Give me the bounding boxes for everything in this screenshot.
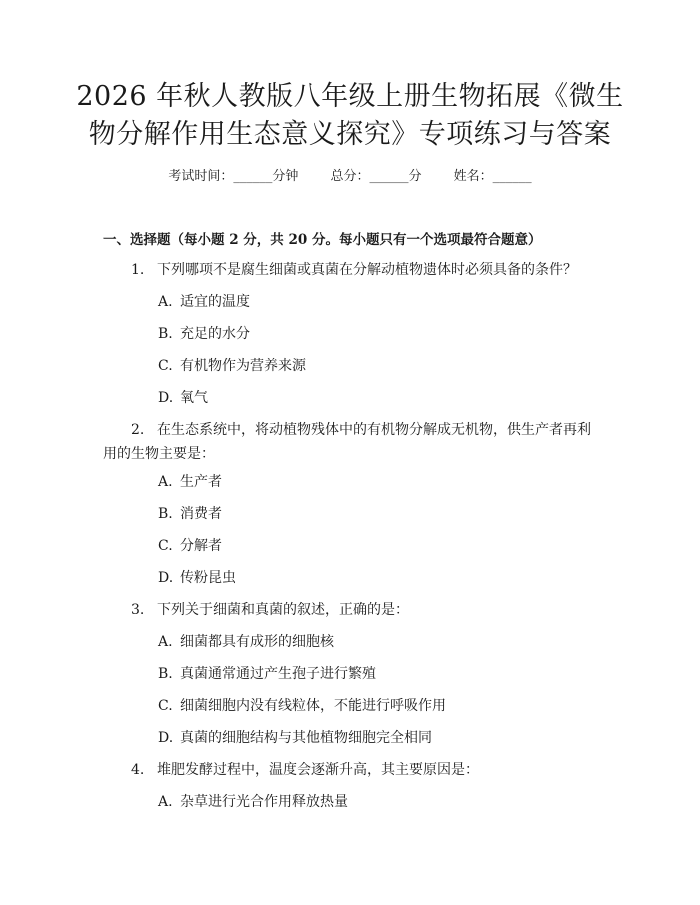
option-3a (158, 632, 334, 652)
option-text: 分解者 (180, 538, 222, 554)
option-text: 生产者 (180, 474, 222, 490)
title-line-1: 2026 年秋人教版八年级上册生物拓展《微生 (76, 81, 624, 112)
question-1 (103, 258, 595, 282)
option-text: 消费者 (180, 506, 222, 522)
question-stem: 下列关于细菌和真菌的叙述，正确的是： (157, 602, 409, 618)
student-name: 姓名：______ (453, 169, 532, 184)
option-3c (158, 696, 446, 716)
option-letter: D. (158, 390, 174, 406)
option-text: 适宜的温度 (180, 294, 250, 310)
option-letter: C. (158, 358, 173, 374)
question-number: 3. (131, 602, 145, 618)
option-letter: D. (158, 730, 174, 746)
section-heading: 一、选择题（每小题 2 分，共 20 分。每小题只有一个选项最符合题意） (103, 232, 542, 248)
option-1b (158, 324, 250, 344)
question-number: 4. (131, 762, 145, 778)
exam-time: 考试时间：______分钟 (168, 169, 299, 184)
option-text: 真菌的细胞结构与其他植物细胞完全相同 (180, 730, 432, 746)
option-2b (158, 504, 222, 524)
option-letter: B. (158, 666, 173, 682)
exam-info (0, 168, 700, 186)
question-stem: 下列哪项不是腐生细菌或真菌在分解动植物遗体时必须具备的条件？ (157, 262, 577, 278)
option-2d (158, 568, 236, 588)
option-text: 有机物作为营养来源 (180, 358, 306, 374)
option-2c (158, 536, 222, 556)
question-stem: 在生态系统中，将动植物残体中的有机物分解成无机物，供生产者再利用的生物主要是： (103, 422, 591, 462)
option-letter: B. (158, 506, 173, 522)
option-letter: C. (158, 538, 173, 554)
option-3d (158, 728, 432, 748)
option-text: 传粉昆虫 (180, 570, 236, 586)
option-letter: D. (158, 570, 174, 586)
question-2 (103, 418, 595, 466)
option-letter: A. (158, 294, 173, 310)
option-letter: C. (158, 698, 173, 714)
option-2a (158, 472, 222, 492)
option-text: 氧气 (180, 390, 208, 406)
option-1c (158, 356, 306, 376)
option-letter: B. (158, 326, 173, 342)
option-letter: A. (158, 794, 173, 810)
question-4 (103, 758, 595, 782)
option-text: 细菌细胞内没有线粒体，不能进行呼吸作用 (180, 698, 446, 714)
option-1a (158, 292, 250, 312)
question-3 (103, 598, 595, 622)
total-score: 总分：______分 (330, 169, 422, 184)
question-number: 1. (131, 262, 145, 278)
page-title (60, 78, 640, 154)
title-line-2: 物分解作用生态意义探究》专项练习与答案 (88, 119, 612, 150)
question-stem: 堆肥发酵过程中，温度会逐渐升高，其主要原因是： (157, 762, 479, 778)
option-letter: A. (158, 474, 173, 490)
option-text: 细菌都具有成形的细胞核 (180, 634, 334, 650)
option-letter: A. (158, 634, 173, 650)
option-text: 杂草进行光合作用释放热量 (180, 794, 348, 810)
question-number: 2. (131, 422, 145, 438)
option-3b (158, 664, 376, 684)
option-text: 真菌通常通过产生孢子进行繁殖 (180, 666, 376, 682)
option-1d (158, 388, 208, 408)
option-text: 充足的水分 (180, 326, 250, 342)
option-4a (158, 792, 348, 812)
